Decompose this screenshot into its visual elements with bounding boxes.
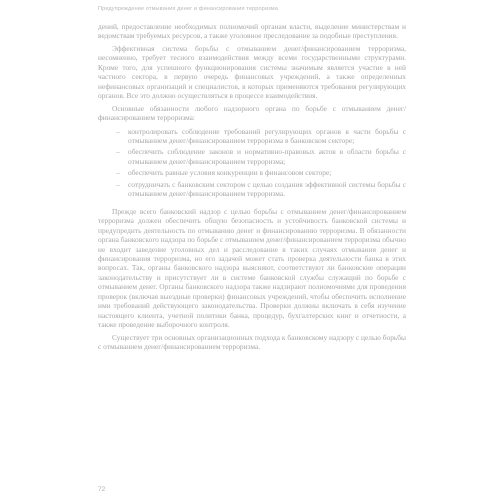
running-header: Предупреждение отмывания денег и финансирования терроризма [98,6,278,12]
paragraph: Прежде всего банковский надзор с целью борьбы с отмыванием денег/финансированием терроризма должен обеспечить общую безопасность и устойчивость банковской системы и предупредить деятельность по отмыванию денег и финансированию терроризма. В обязанности органа банковского надзора по борьбе с отмыванием денег/финансированием терроризма обычно не входит заведение уголовных дел и расследование в таких случаях отмывания денег и финансирования терроризма, но его задачей может стать проверка деятельности банка в этих вопросах. Так, органы банковского надзора выясняют, соответствуют ли банковские операции законодательству и присутствует ли в системе банковской службы служащий по борьбе с отмыванием денег. Органы банковского надзора также надзирают полномочиями для проведения проверок (включая выездные проверки) финансовых учреждений, чтобы обеспечить исполнение ими требований действующего законодательства. Проверки должны включать в себя изучение настоящего клиента, учетной политики банка, процедур, бухгалтерских книг и отчетности, а также проведение выборочного контроля. [98,206,406,330]
page-number: 72 [98,486,106,493]
list-item: – контролировать соблюдение требований регулирующих органов в части борьбы с отмыванием денег/финансированием терроризма в банковском секторе; [128,127,406,146]
paragraph: Эффективная система борьбы с отмыванием денег/финансированием терроризма, несомненно, требует тесного взаимодействия между всеми государственными структурами. Кроме того, для успешного функционирования системы значимым является участие в ней частного сектора, в первую очередь финансовых учреждений, а также определенных нефинансовых организаций и специалистов, в которых применяются требования регулирующих органов. Все это должно осуществляться в процессе взаимодействия. [98,43,406,101]
list-item: – обеспечить соблюдение законов и нормативно-правовых актов в области борьбы с отмыванием денег/финансированием терроризма; [128,147,406,166]
list-item: – обеспечить равные условия конкуренции в финансовом секторе; [128,168,406,177]
paragraph: Существует три основных организационных подхода к банковскому надзору с целью борьбы с отмыванием денег/финансированием терроризма. [98,332,406,352]
paragraph: Основные обязанности любого надзорного органа по борьбе с отмыванием денег/финансированием терроризма: [98,103,406,123]
duties-list [98,127,406,199]
body-text [98,22,406,355]
paragraph-continuation: дений, предоставление необходимых полномочий органам власти, выделение министерствам и ведомствам требуемых ресурсов, а также уголовное преследование за подобные преступления. [98,22,406,41]
list-item: – сотрудничать с банковским сектором с целью создания эффективной системы борьбы с отмыванием денег/финансированием терроризма. [128,180,406,199]
